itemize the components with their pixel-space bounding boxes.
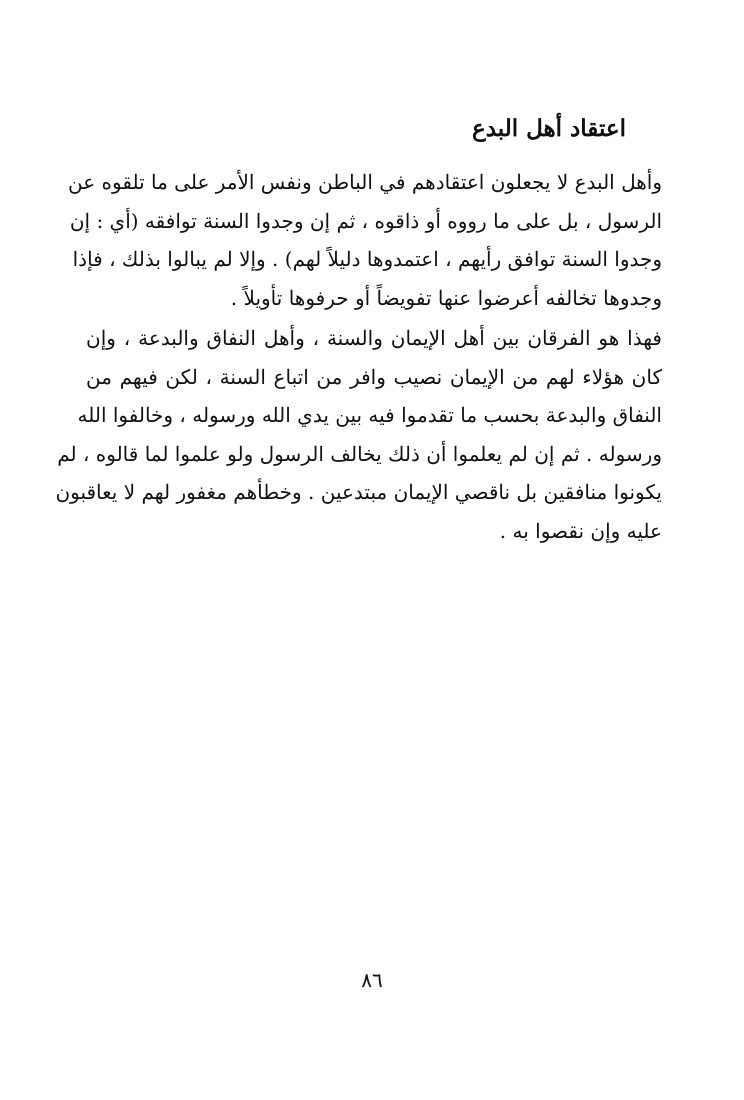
paragraph-line: وأهل البدع لا يجعلون اعتقادهم في الباطن ونفس الأمر على ما تلقوه عن: [68, 170, 662, 194]
paragraph-line: وجدوا السنة توافق رأيهم ، اعتمدوها دليلاً لهم) . وإلا لم يبالوا بذلك ، فإذا: [72, 247, 662, 271]
paragraph-line: ورسوله . ثم إن لم يعلموا أن ذلك يخالف الرسول ولو علموا لما قالوه ، لم: [57, 441, 662, 466]
paragraph-line: عليه وإن نقصوا به .: [499, 518, 662, 543]
paragraph-line: يكونوا منافقين بل ناقصي الإيمان مبتدعين . وخطأهم مغفور لهم لا يعاقبون: [55, 480, 662, 504]
paragraph-line: فهذا هو الفرقان بين أهل الإيمان والسنة ، وأهل النفاق والبدعة ، وإن: [86, 326, 662, 350]
paragraph-line: النفاق والبدعة بحسب ما تقدموا فيه بين يدي الله ورسوله ، وخالفوا الله: [77, 403, 662, 427]
paragraph-line: الرسول ، بل على ما رووه أو ذاقوه ، ثم إن وجدوا السنة توافقه (أي : إن: [69, 208, 662, 233]
section-heading: اعتقاد أهل البدع: [471, 115, 626, 142]
paragraph-2: [55, 319, 662, 550]
paragraph-line: كان هؤلاء لهم من الإيمان نصيب وافر من اتباع السنة ، لكن فيهم من: [86, 364, 662, 389]
page-number: ٨٦: [361, 968, 383, 992]
paragraph-1: [68, 163, 662, 317]
paragraph-line: وجدوها تخالفه أعرضوا عنها تفويضاً أو حرفوها تأويلاً .: [230, 285, 662, 310]
